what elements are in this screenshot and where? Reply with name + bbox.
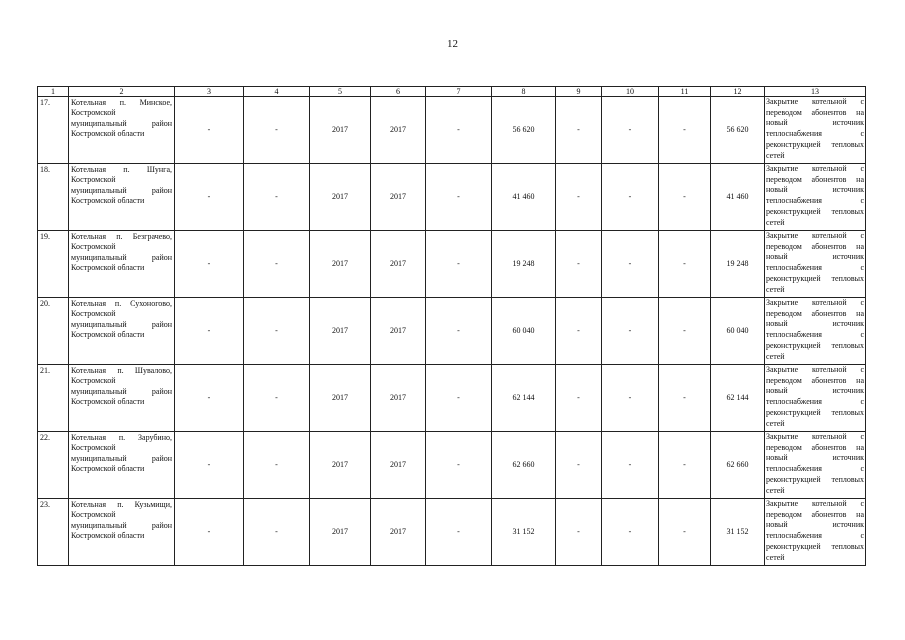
- cell-col8-amount: 41 460: [492, 164, 556, 231]
- cell-description: Закрытие котельной с переводом абонентов на новый источник теплоснабжения с реконструкцией тепловых сетей: [765, 432, 866, 499]
- cell-description: Закрытие котельной с переводом абонентов на новый источник теплоснабжения с реконструкцией тепловых сетей: [765, 164, 866, 231]
- cell-start-year: 2017: [310, 499, 371, 566]
- cell-col3: -: [175, 365, 244, 432]
- cell-start-year: 2017: [310, 365, 371, 432]
- cell-col10: -: [602, 97, 659, 164]
- cell-col8-amount: 19 248: [492, 231, 556, 298]
- cell-col4: -: [244, 365, 310, 432]
- column-header: 3: [175, 87, 244, 97]
- cell-col11: -: [659, 298, 711, 365]
- cell-col11: -: [659, 97, 711, 164]
- column-header: 8: [492, 87, 556, 97]
- row-number: 18.: [38, 164, 69, 231]
- cell-total: 41 460: [711, 164, 765, 231]
- cell-description: Закрытие котельной с переводом абонентов на новый источник теплоснабжения с реконструкцией тепловых сетей: [765, 97, 866, 164]
- column-header: 4: [244, 87, 310, 97]
- facility-name: Котельная п. Минское, Костромской муниципальный район Костромской области: [69, 97, 175, 164]
- facilities-table: [37, 86, 866, 566]
- header-row: [38, 87, 866, 97]
- cell-col10: -: [602, 298, 659, 365]
- cell-total: 31 152: [711, 499, 765, 566]
- cell-col3: -: [175, 164, 244, 231]
- column-header: 9: [556, 87, 602, 97]
- facility-name: Котельная п. Зарубино, Костромской муниципальный район Костромской области: [69, 432, 175, 499]
- cell-description: Закрытие котельной с переводом абонентов на новый источник теплоснабжения с реконструкцией тепловых сетей: [765, 365, 866, 432]
- cell-col10: -: [602, 231, 659, 298]
- cell-col10: -: [602, 164, 659, 231]
- cell-total: 62 144: [711, 365, 765, 432]
- cell-col8-amount: 31 152: [492, 499, 556, 566]
- table-row: [38, 231, 866, 298]
- cell-start-year: 2017: [310, 432, 371, 499]
- cell-start-year: 2017: [310, 164, 371, 231]
- table-row: [38, 97, 866, 164]
- cell-end-year: 2017: [371, 365, 426, 432]
- facility-name: Котельная п. Сухоногово, Костромской муниципальный район Костромской области: [69, 298, 175, 365]
- cell-col10: -: [602, 365, 659, 432]
- cell-description: Закрытие котельной с переводом абонентов на новый источник теплоснабжения с реконструкцией тепловых сетей: [765, 499, 866, 566]
- cell-col9: -: [556, 499, 602, 566]
- cell-total: 60 040: [711, 298, 765, 365]
- facility-name: Котельная п. Безграчево, Костромской муниципальный район Костромской области: [69, 231, 175, 298]
- cell-col3: -: [175, 432, 244, 499]
- cell-col11: -: [659, 365, 711, 432]
- cell-col9: -: [556, 298, 602, 365]
- row-number: 22.: [38, 432, 69, 499]
- column-header: 6: [371, 87, 426, 97]
- table-row: [38, 432, 866, 499]
- cell-col3: -: [175, 298, 244, 365]
- cell-col4: -: [244, 97, 310, 164]
- cell-col7: -: [426, 432, 492, 499]
- cell-col9: -: [556, 432, 602, 499]
- cell-col3: -: [175, 499, 244, 566]
- cell-col3: -: [175, 231, 244, 298]
- facility-name: Котельная п. Шувалово, Костромской муниципальный район Костромской области: [69, 365, 175, 432]
- column-header: 10: [602, 87, 659, 97]
- column-header: 11: [659, 87, 711, 97]
- table-row: [38, 499, 866, 566]
- cell-end-year: 2017: [371, 499, 426, 566]
- column-header: 1: [38, 87, 69, 97]
- cell-end-year: 2017: [371, 298, 426, 365]
- facility-name: Котельная п. Шунга, Костромской муниципальный район Костромской области: [69, 164, 175, 231]
- row-number: 17.: [38, 97, 69, 164]
- cell-col7: -: [426, 298, 492, 365]
- row-number: 21.: [38, 365, 69, 432]
- cell-total: 56 620: [711, 97, 765, 164]
- cell-end-year: 2017: [371, 231, 426, 298]
- cell-col4: -: [244, 231, 310, 298]
- cell-end-year: 2017: [371, 432, 426, 499]
- cell-col10: -: [602, 499, 659, 566]
- cell-start-year: 2017: [310, 231, 371, 298]
- row-number: 19.: [38, 231, 69, 298]
- cell-col4: -: [244, 164, 310, 231]
- cell-start-year: 2017: [310, 298, 371, 365]
- column-header: 13: [765, 87, 866, 97]
- cell-col11: -: [659, 499, 711, 566]
- cell-col3: -: [175, 97, 244, 164]
- cell-end-year: 2017: [371, 164, 426, 231]
- cell-col10: -: [602, 432, 659, 499]
- cell-col4: -: [244, 499, 310, 566]
- cell-description: Закрытие котельной с переводом абонентов на новый источник теплоснабжения с реконструкцией тепловых сетей: [765, 231, 866, 298]
- cell-description: Закрытие котельной с переводом абонентов на новый источник теплоснабжения с реконструкцией тепловых сетей: [765, 298, 866, 365]
- cell-col7: -: [426, 231, 492, 298]
- table-row: [38, 298, 866, 365]
- cell-col8-amount: 56 620: [492, 97, 556, 164]
- cell-col8-amount: 62 144: [492, 365, 556, 432]
- cell-col7: -: [426, 365, 492, 432]
- row-number: 20.: [38, 298, 69, 365]
- cell-col9: -: [556, 97, 602, 164]
- cell-col9: -: [556, 365, 602, 432]
- cell-col4: -: [244, 432, 310, 499]
- column-header: 7: [426, 87, 492, 97]
- cell-col9: -: [556, 231, 602, 298]
- cell-start-year: 2017: [310, 97, 371, 164]
- cell-col8-amount: 62 660: [492, 432, 556, 499]
- cell-col11: -: [659, 164, 711, 231]
- cell-col4: -: [244, 298, 310, 365]
- row-number: 23.: [38, 499, 69, 566]
- column-header: 12: [711, 87, 765, 97]
- cell-col7: -: [426, 164, 492, 231]
- cell-total: 62 660: [711, 432, 765, 499]
- page-number: 12: [447, 38, 458, 50]
- cell-end-year: 2017: [371, 97, 426, 164]
- column-header: 5: [310, 87, 371, 97]
- cell-col11: -: [659, 231, 711, 298]
- cell-col7: -: [426, 499, 492, 566]
- cell-col7: -: [426, 97, 492, 164]
- column-header: 2: [69, 87, 175, 97]
- cell-col11: -: [659, 432, 711, 499]
- table-row: [38, 365, 866, 432]
- cell-total: 19 248: [711, 231, 765, 298]
- cell-col8-amount: 60 040: [492, 298, 556, 365]
- cell-col9: -: [556, 164, 602, 231]
- facility-name: Котельная п. Кузьмищи, Костромской муниципальный район Костромской области: [69, 499, 175, 566]
- table-row: [38, 164, 866, 231]
